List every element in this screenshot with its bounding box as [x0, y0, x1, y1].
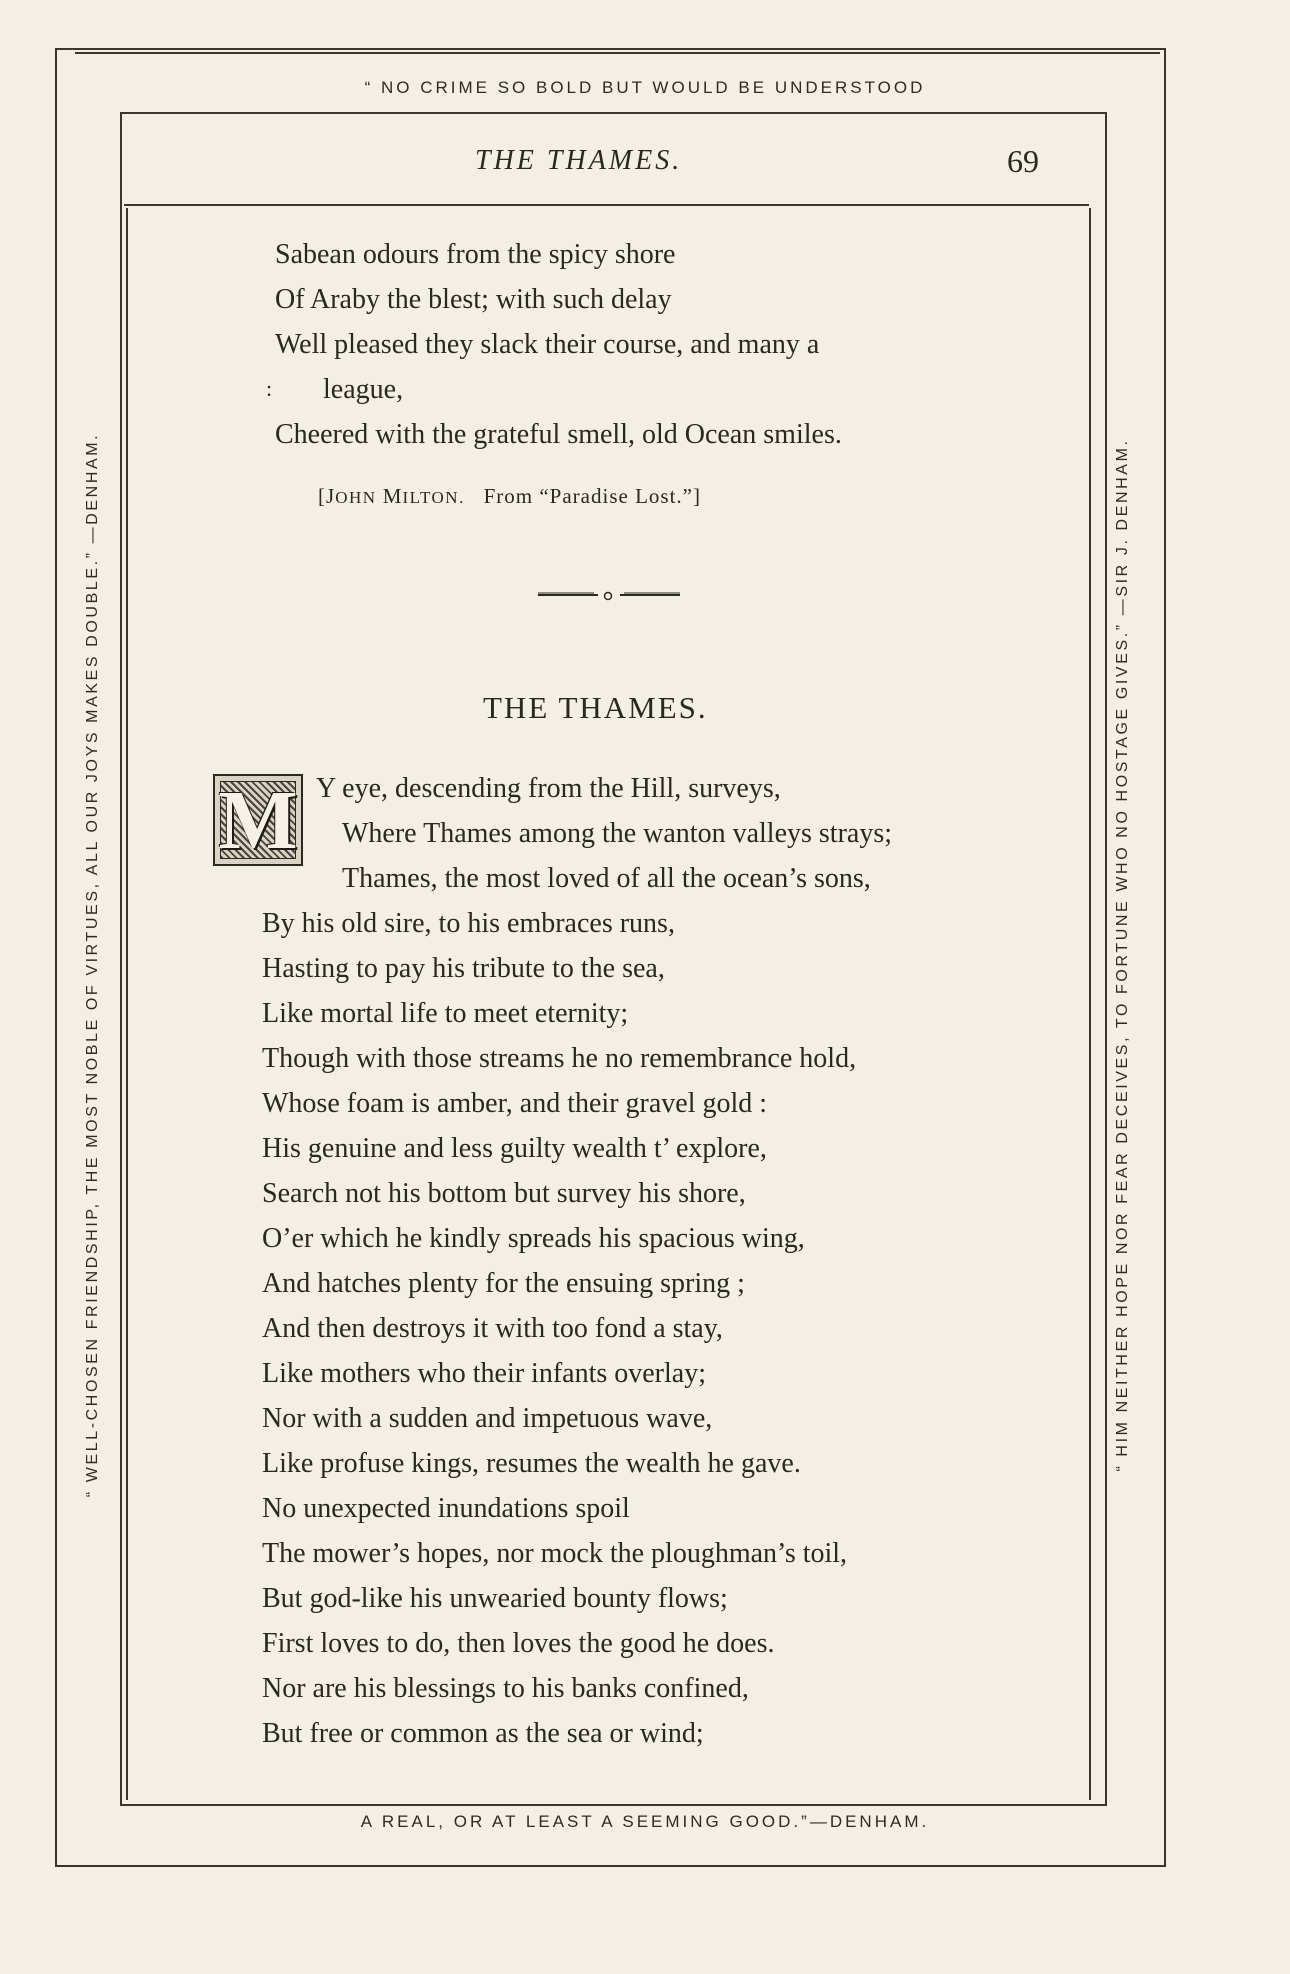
verse-line: Where Thames among the wanton valleys strays;	[342, 818, 892, 849]
verse-line: Well pleased they slack their course, and many a	[275, 329, 820, 360]
dropcap-letter: M	[218, 774, 298, 867]
verse-line: Y eye, descending from the Hill, surveys,	[316, 773, 781, 804]
attribution-bracket: [	[318, 484, 326, 508]
poem-opening-lines	[316, 766, 892, 901]
page-number: 69	[1007, 143, 1039, 179]
verse-line: Though with those streams he no remembrance hold,	[262, 1043, 857, 1074]
verse-line: O’er which he kindly spreads his spacious wing,	[262, 1223, 805, 1254]
bottom-margin-motto: A REAL, OR AT LEAST A SEEMING GOOD.”—DENHAM.	[360, 1812, 930, 1831]
attribution	[318, 484, 701, 509]
milton-excerpt	[275, 232, 842, 457]
inner-border-left-double	[126, 208, 128, 1800]
section-title: THE THAMES.	[483, 690, 708, 725]
header-rule	[124, 204, 1089, 206]
verse-line: But god-like his unwearied bounty flows;	[262, 1583, 728, 1614]
author-last-rest: ILTON.	[402, 488, 465, 507]
verse-line: Cheered with the grateful smell, old Ocean smiles.	[275, 419, 842, 450]
attribution-source: From “Paradise Lost.”]	[483, 484, 701, 508]
verse-line: Whose foam is amber, and their gravel gold :	[262, 1088, 768, 1119]
verse-line: Sabean odours from the spicy shore	[275, 239, 676, 270]
author-first-rest: OHN	[335, 488, 377, 507]
verse-line: Like mothers who their infants overlay;	[262, 1358, 706, 1389]
verse-line: His genuine and less guilty wealth t’ explore,	[262, 1133, 767, 1164]
dropcap-ornament	[213, 774, 303, 866]
verse-line: But free or common as the sea or wind;	[262, 1718, 704, 1749]
verse-line: Thames, the most loved of all the ocean’s sons,	[342, 863, 871, 894]
author-last-initial: M	[382, 484, 403, 508]
verse-line: Like mortal life to meet eternity;	[262, 998, 629, 1029]
section-separator-ornament	[538, 588, 680, 602]
verse-line: First loves to do, then loves the good he does.	[262, 1628, 775, 1659]
verse-line: Like profuse kings, resumes the wealth he gave.	[262, 1448, 801, 1479]
verse-line: Nor with a sudden and impetuous wave,	[262, 1403, 713, 1434]
verse-line: By his old sire, to his embraces runs,	[262, 908, 675, 939]
verse-line: league,	[323, 374, 404, 405]
left-margin-motto-text: “ WELL-CHOSEN FRIENDSHIP, THE MOST NOBLE OF VIRTUES, ALL OUR JOYS MAKES DOUBLE.” —DENHAM.	[84, 432, 101, 1498]
verse-line: Nor are his blessings to his banks confined,	[262, 1673, 749, 1704]
running-title: THE THAMES.	[475, 145, 683, 176]
verse-line: No unexpected inundations spoil	[262, 1493, 630, 1524]
verse-line: Of Araby the blest; with such delay	[275, 284, 672, 315]
verse-line: The mower’s hopes, nor mock the ploughman’s toil,	[262, 1538, 848, 1569]
verse-line: Hasting to pay his tribute to the sea,	[262, 953, 665, 984]
top-margin-motto: “ NO CRIME SO BOLD BUT WOULD BE UNDERSTOOD	[364, 78, 926, 97]
outer-border-double-line	[75, 52, 1160, 54]
poem-body	[262, 901, 856, 1756]
right-margin-motto-text: “ HIM NEITHER HOPE NOR FEAR DECEIVES, TO FORTUNE WHO NO HOSTAGE GIVES.” —SIR J. DENHAM.	[1114, 438, 1131, 1472]
author-first-initial: J	[326, 484, 336, 508]
verse-line: And hatches plenty for the ensuing spring ;	[262, 1268, 745, 1299]
inner-border-right-double	[1089, 208, 1091, 1800]
stray-colon-mark: :	[266, 376, 273, 401]
verse-line: Search not his bottom but survey his shore,	[262, 1178, 746, 1209]
verse-line: And then destroys it with too fond a stay,	[262, 1313, 723, 1344]
